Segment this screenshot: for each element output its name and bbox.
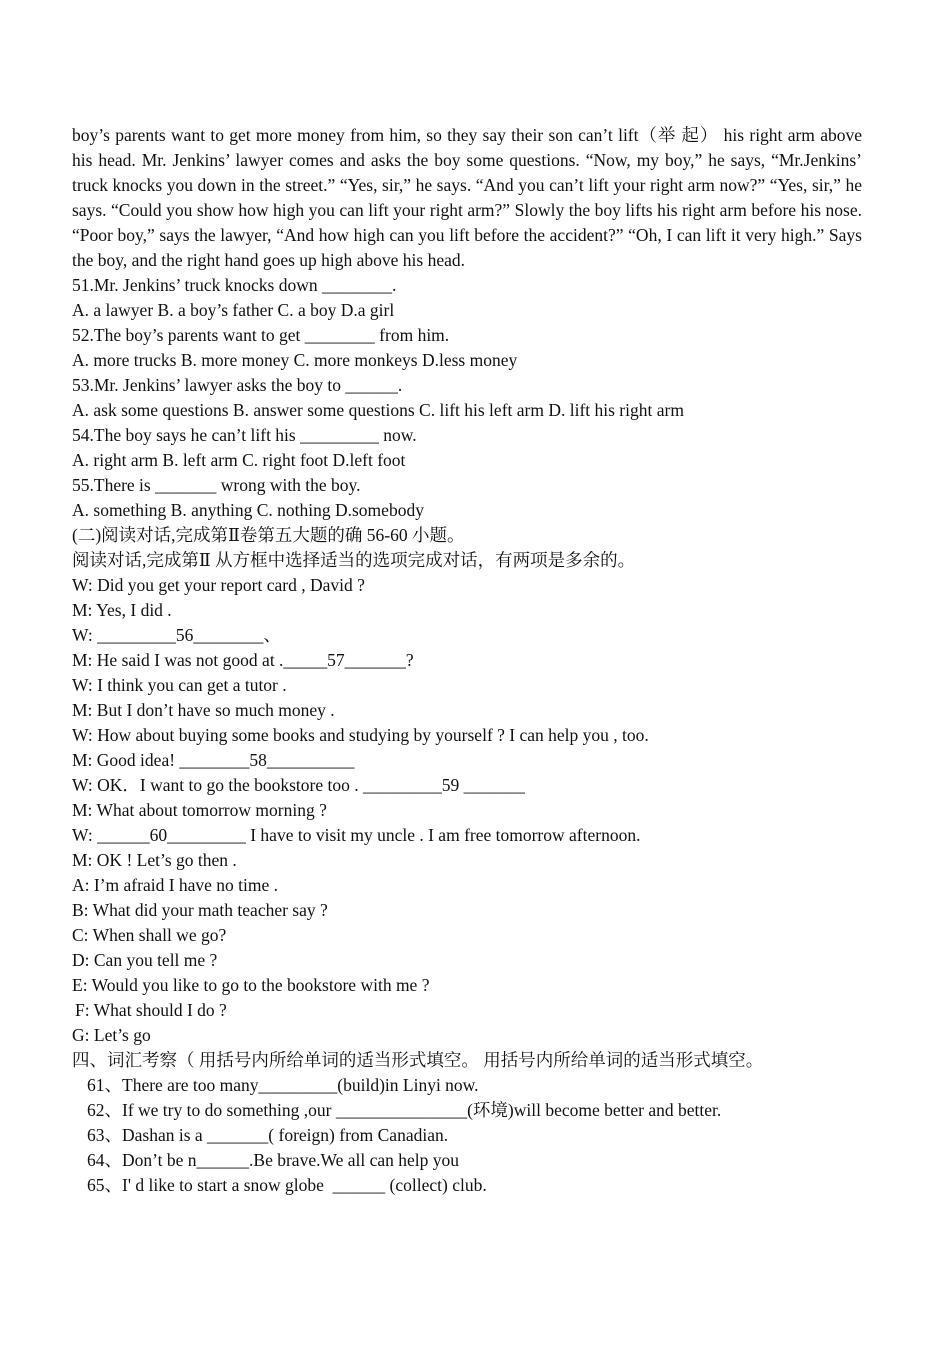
question-options: A. right arm B. left arm C. right foot D.left foot [72, 450, 406, 470]
choice-f: F: What should I do ? [75, 1000, 227, 1020]
dialogue-line: W: I think you can get a tutor . [72, 675, 287, 695]
question-55 [72, 473, 862, 523]
question-options: A. ask some questions B. answer some questions C. lift his left arm D. lift his right arm [72, 400, 684, 420]
choice-d: D: Can you tell me ? [72, 950, 218, 970]
question-51 [72, 273, 862, 323]
question-options: A. more trucks B. more money C. more monkeys D.less money [72, 350, 518, 370]
question-54 [72, 423, 862, 473]
dialogue-line: M: OK ! Let’s go then . [72, 850, 237, 870]
section4-heading: 四、词汇考察（ 用括号内所给单词的适当形式填空。 用括号内所给单词的适当形式填空。 [72, 1050, 764, 1070]
question-text: 51.Mr. Jenkins’ truck knocks down ________. [72, 275, 397, 295]
question-52 [72, 323, 862, 373]
vocab-item-64: 64、Don’t be n______.Be brave.We all can help you [87, 1150, 459, 1170]
section2-heading: (二)阅读对话,完成第Ⅱ卷第五大题的确 56-60 小题。 [72, 525, 465, 545]
dialogue [72, 573, 862, 873]
dialogue-line: M: Yes, I did . [72, 600, 172, 620]
choice-e: E: Would you like to go to the bookstore with me ? [72, 975, 430, 995]
answer-choices [72, 873, 862, 1048]
choice-g: G: Let’s go [72, 1025, 151, 1045]
vocab-item-65: 65、I' d like to start a snow globe ______ (collect) club. [87, 1175, 487, 1195]
reading-passage: boy’s parents want to get more money from him, so they say their son can’t lift（举 起） his right arm above his head. Mr. Jenkins’ lawyer comes and asks the boy some questions. “Now, my boy,” he says, “Mr.Jenkins’ truck knocks you down in the street.” “Yes, sir,” he says. “And you can’t lift your right arm now?” “Yes, sir,” he says. “Could you show how high you can lift your right arm?” Slowly the boy lifts his right arm before his nose. “Poor boy,” says the lawyer, “And how high can you lift before the accident?” “Oh, I can lift it very high.” Says the boy, and the right hand goes up high above his head. [72, 125, 862, 270]
dialogue-line: M: He said I was not good at ._____57_______? [72, 650, 414, 670]
vocab-item-61: 61、There are too many_________(build)in Linyi now. [87, 1075, 479, 1095]
dialogue-line: M: But I don’t have so much money . [72, 700, 335, 720]
vocab-item-63: 63、Dashan is a _______( foreign) from Canadian. [87, 1125, 449, 1145]
vocab-item-62: 62、If we try to do something ,our _______________(环境)will become better and better. [87, 1100, 722, 1120]
question-text: 54.The boy says he can’t lift his _________ now. [72, 425, 417, 445]
section2-instruction: 阅读对话,完成第Ⅱ 从方框中选择适当的选项完成对话，有两项是多余的。 [72, 550, 636, 570]
question-text: 53.Mr. Jenkins’ lawyer asks the boy to ______. [72, 375, 403, 395]
dialogue-line: W: _________56________、 [72, 625, 281, 645]
dialogue-line: W: OK．I want to go the bookstore too . _________59 _______ [72, 775, 525, 795]
dialogue-line: W: Did you get your report card , David ? [72, 575, 365, 595]
dialogue-line: W: How about buying some books and studying by yourself ? I can help you , too. [72, 725, 649, 745]
choice-b: B: What did your math teacher say ? [72, 900, 328, 920]
dialogue-line: W: ______60_________ I have to visit my uncle . I am free tomorrow afternoon. [72, 825, 641, 845]
question-text: 52.The boy’s parents want to get ________ from him. [72, 325, 450, 345]
choice-a: A: I’m afraid I have no time . [72, 875, 279, 895]
dialogue-line: M: Good idea! ________58__________ [72, 750, 355, 770]
vocabulary-items [72, 1073, 862, 1198]
choice-c: C: When shall we go? [72, 925, 227, 945]
question-options: A. a lawyer B. a boy’s father C. a boy D.a girl [72, 300, 395, 320]
document-page [72, 123, 862, 1198]
question-53 [72, 373, 862, 423]
dialogue-line: M: What about tomorrow morning ? [72, 800, 327, 820]
question-text: 55.There is _______ wrong with the boy. [72, 475, 361, 495]
question-options: A. something B. anything C. nothing D.somebody [72, 500, 424, 520]
